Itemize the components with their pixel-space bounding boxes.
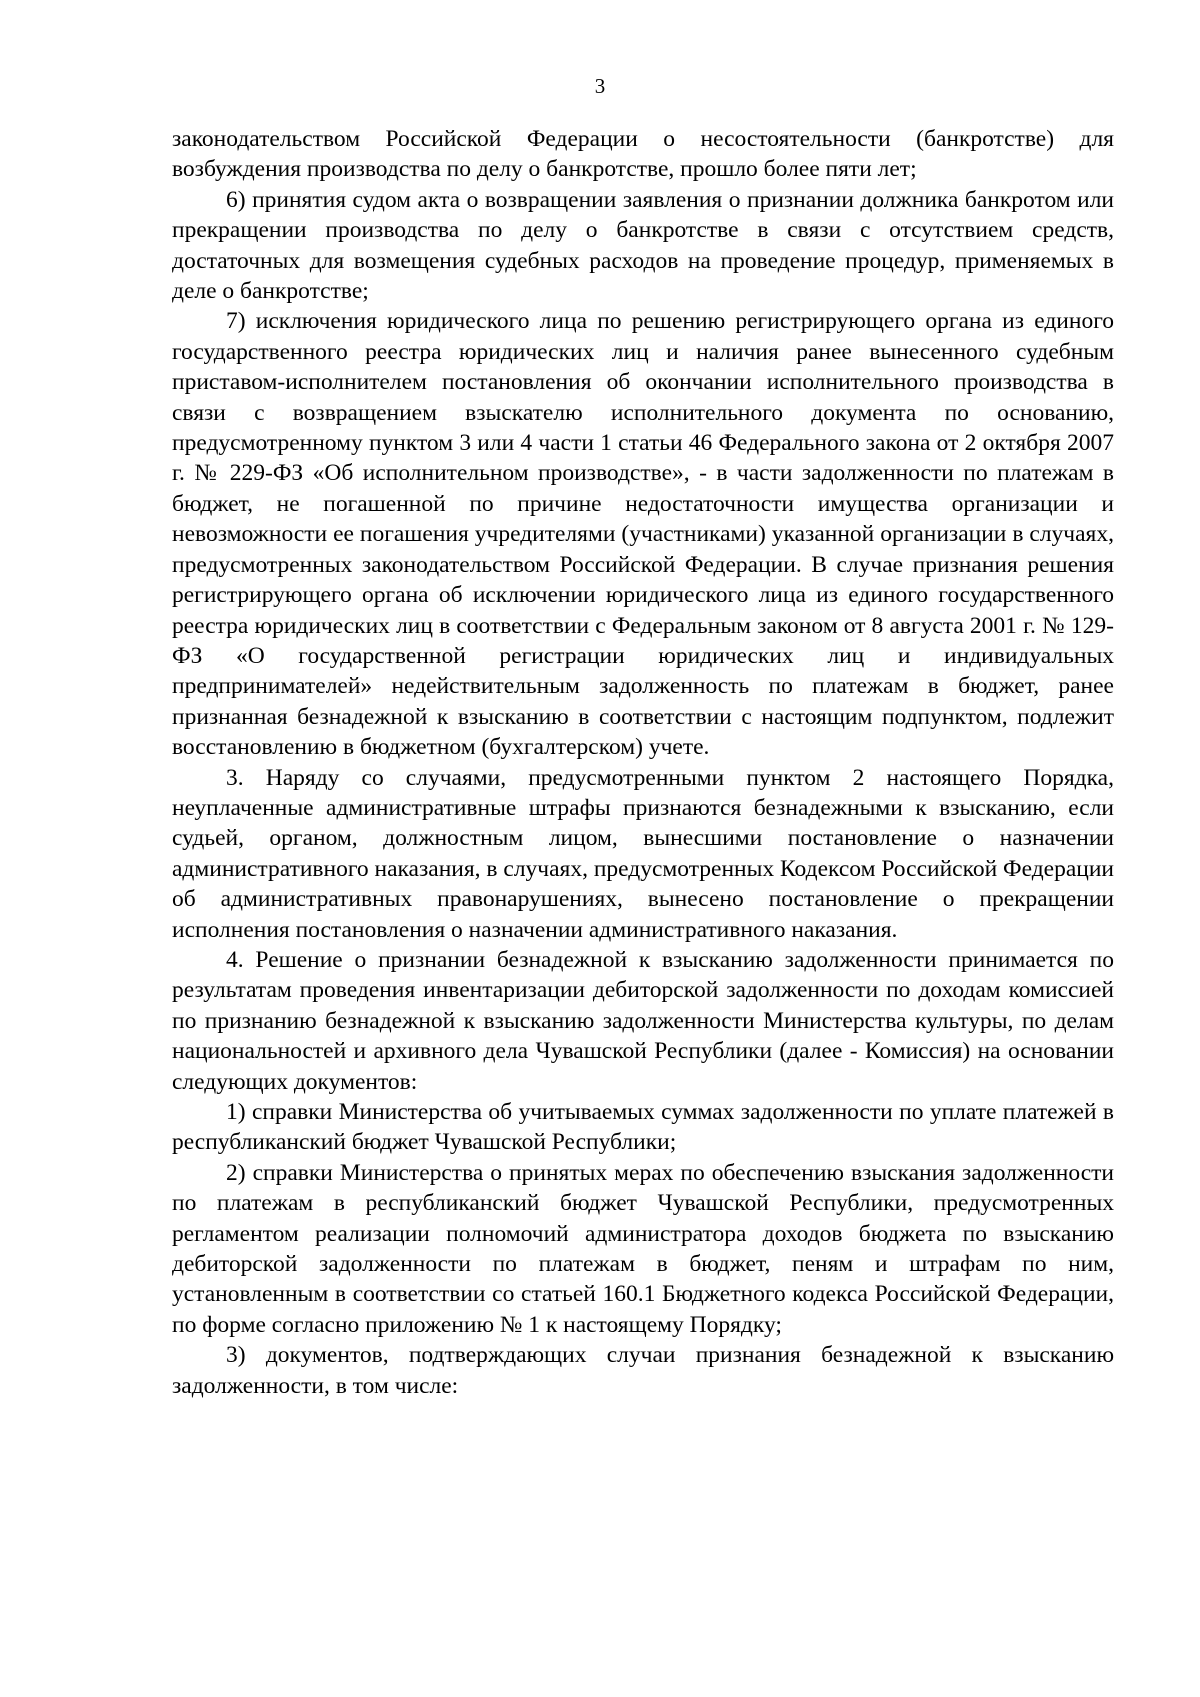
paragraph-subitem-1: 1) справки Министерства об учитываемых суммах задолженности по уплате платежей в республиканский бюджет Чувашской Республики; (172, 1099, 1114, 1156)
document-body (172, 124, 1114, 1401)
paragraph-section-3: 3. Наряду со случаями, предусмотренными пунктом 2 настоящего Порядка, неуплаченные административные штрафы признаются безнадежными к взысканию, если судьей, органом, должностным лицом, вынесшими постановление о назначении административного наказания, в случаях, предусмотренных Кодексом Российской Федерации об административных правонарушениях, вынесено постановление о прекращении исполнения постановления о назначении административного наказания. (172, 764, 1114, 943)
paragraph-item-6: 6) принятия судом акта о возвращении заявления о признании должника банкротом или прекращении производства по делу о банкротстве в связи с отсутствием средств, достаточных для возмещения судебных расходов на проведение процедур, применяемых в деле о банкротстве; (172, 186, 1114, 305)
paragraph-subitem-3: 3) документов, подтверждающих случаи признания безнадежной к взысканию задолженности, в том числе: (172, 1342, 1114, 1399)
page-number: 3 (594, 74, 606, 98)
paragraph-section-4: 4. Решение о признании безнадежной к взысканию задолженности принимается по результатам проведения инвентаризации дебиторской задолженности по доходам комиссией по признанию безнадежной к взысканию задолженности Министерства культуры, по делам национальностей и архивного дела Чувашской Республики (далее - Комиссия) на основании следующих документов: (172, 946, 1114, 1095)
paragraph-bankruptcy-continuation: законодательством Российской Федерации о несостоятельности (банкротстве) для возбуждения производства по делу о банкротстве, прошло более пяти лет; (172, 126, 1114, 183)
paragraph-subitem-2: 2) справки Министерства о принятых мерах по обеспечению взыскания задолженности по платежам в республиканский бюджет Чувашской Республики, предусмотренных регламентом реализации полномочий администратора доходов бюджета по взысканию дебиторской задолженности по платежам в бюджет, пеням и штрафам по ним, установленным в соответствии со статьей 160.1 Бюджетного кодекса Российской Федерации, по форме согласно приложению № 1 к настоящему Порядку; (172, 1159, 1114, 1338)
paragraph-item-7: 7) исключения юридического лица по решению регистрирующего органа из единого государственного реестра юридических лиц и наличия ранее вынесенного судебным приставом-исполнителем постановления об окончании исполнительного производства в связи с возвращением взыскателю исполнительного документа по основанию, предусмотренному пунктом 3 или 4 части 1 статьи 46 Федерального закона от 2 октября 2007 г. № 229-ФЗ «Об исполнительном производстве», - в части задолженности по платежам в бюджет, не погашенной по причине недостаточности имущества организации и невозможности ее погашения учредителями (участниками) указанной организации в случаях, предусмотренных законодательством Российской Федерации. В случае признания решения регистрирующего органа об исключении юридического лица из единого государственного реестра юридических лиц в соответствии с Федеральным законом от 8 августа 2001 г. № 129-ФЗ «О государственной регистрации юридических лиц и индивидуальных предпринимателей» недействительным задолженность по платежам в бюджет, ранее признанная безнадежной к взысканию в соответствии с настоящим подпунктом, подлежит восстановлению в бюджетном (бухгалтерском) учете. (172, 308, 1114, 761)
